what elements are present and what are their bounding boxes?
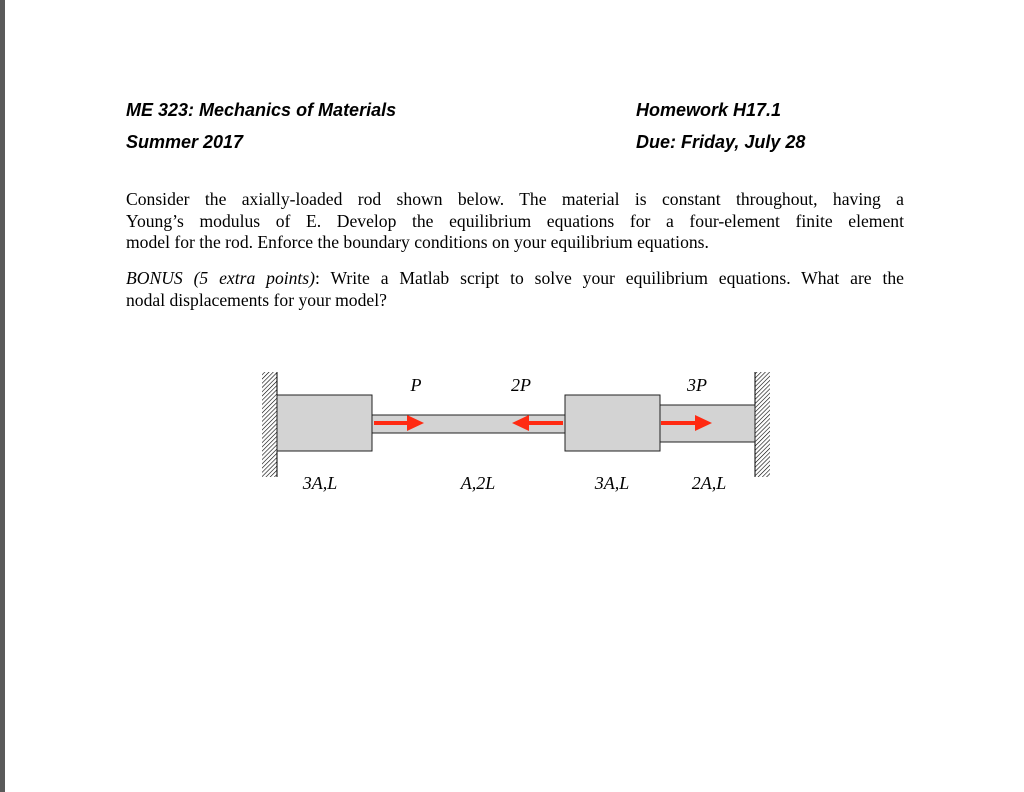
assignment-title: Homework H17.1: [636, 100, 782, 120]
segment-label-4: 2A,L: [691, 473, 727, 493]
segment-label-1: 3A,L: [302, 473, 338, 493]
problem-line: model for the rod. Enforce the boundary conditions on your equilibrium equations.: [126, 232, 709, 252]
right-wall-support: [755, 372, 770, 477]
segment-3-rod: [565, 395, 660, 451]
segment-label-3: 3A,L: [594, 473, 630, 493]
bonus-line: nodal displacements for your model?: [126, 289, 387, 310]
due-date: Due: Friday, July 28: [636, 132, 806, 152]
left-wall-support: [262, 372, 277, 477]
force-label-3p: 3P: [687, 375, 707, 395]
force-label-p: P: [410, 375, 422, 395]
force-label-2p: 2P: [511, 375, 531, 395]
segment-label-2: A,2L: [460, 473, 496, 493]
bonus-lead: BONUS (5 extra points): [126, 268, 316, 288]
segment-1-rod: [277, 395, 372, 451]
course-title: ME 323: Mechanics of Materials: [126, 100, 397, 120]
problem-line: Young’s modulus of E. Develop the equilibrium equations for a four-element finite element: [126, 210, 904, 231]
term-label: Summer 2017: [126, 132, 244, 152]
bonus-line1-text: : Write a Matlab script to solve your equilibrium equations. What are the: [315, 268, 904, 288]
problem-line: Consider the axially-loaded rod shown below. The material is constant throughout, having a: [126, 189, 904, 209]
